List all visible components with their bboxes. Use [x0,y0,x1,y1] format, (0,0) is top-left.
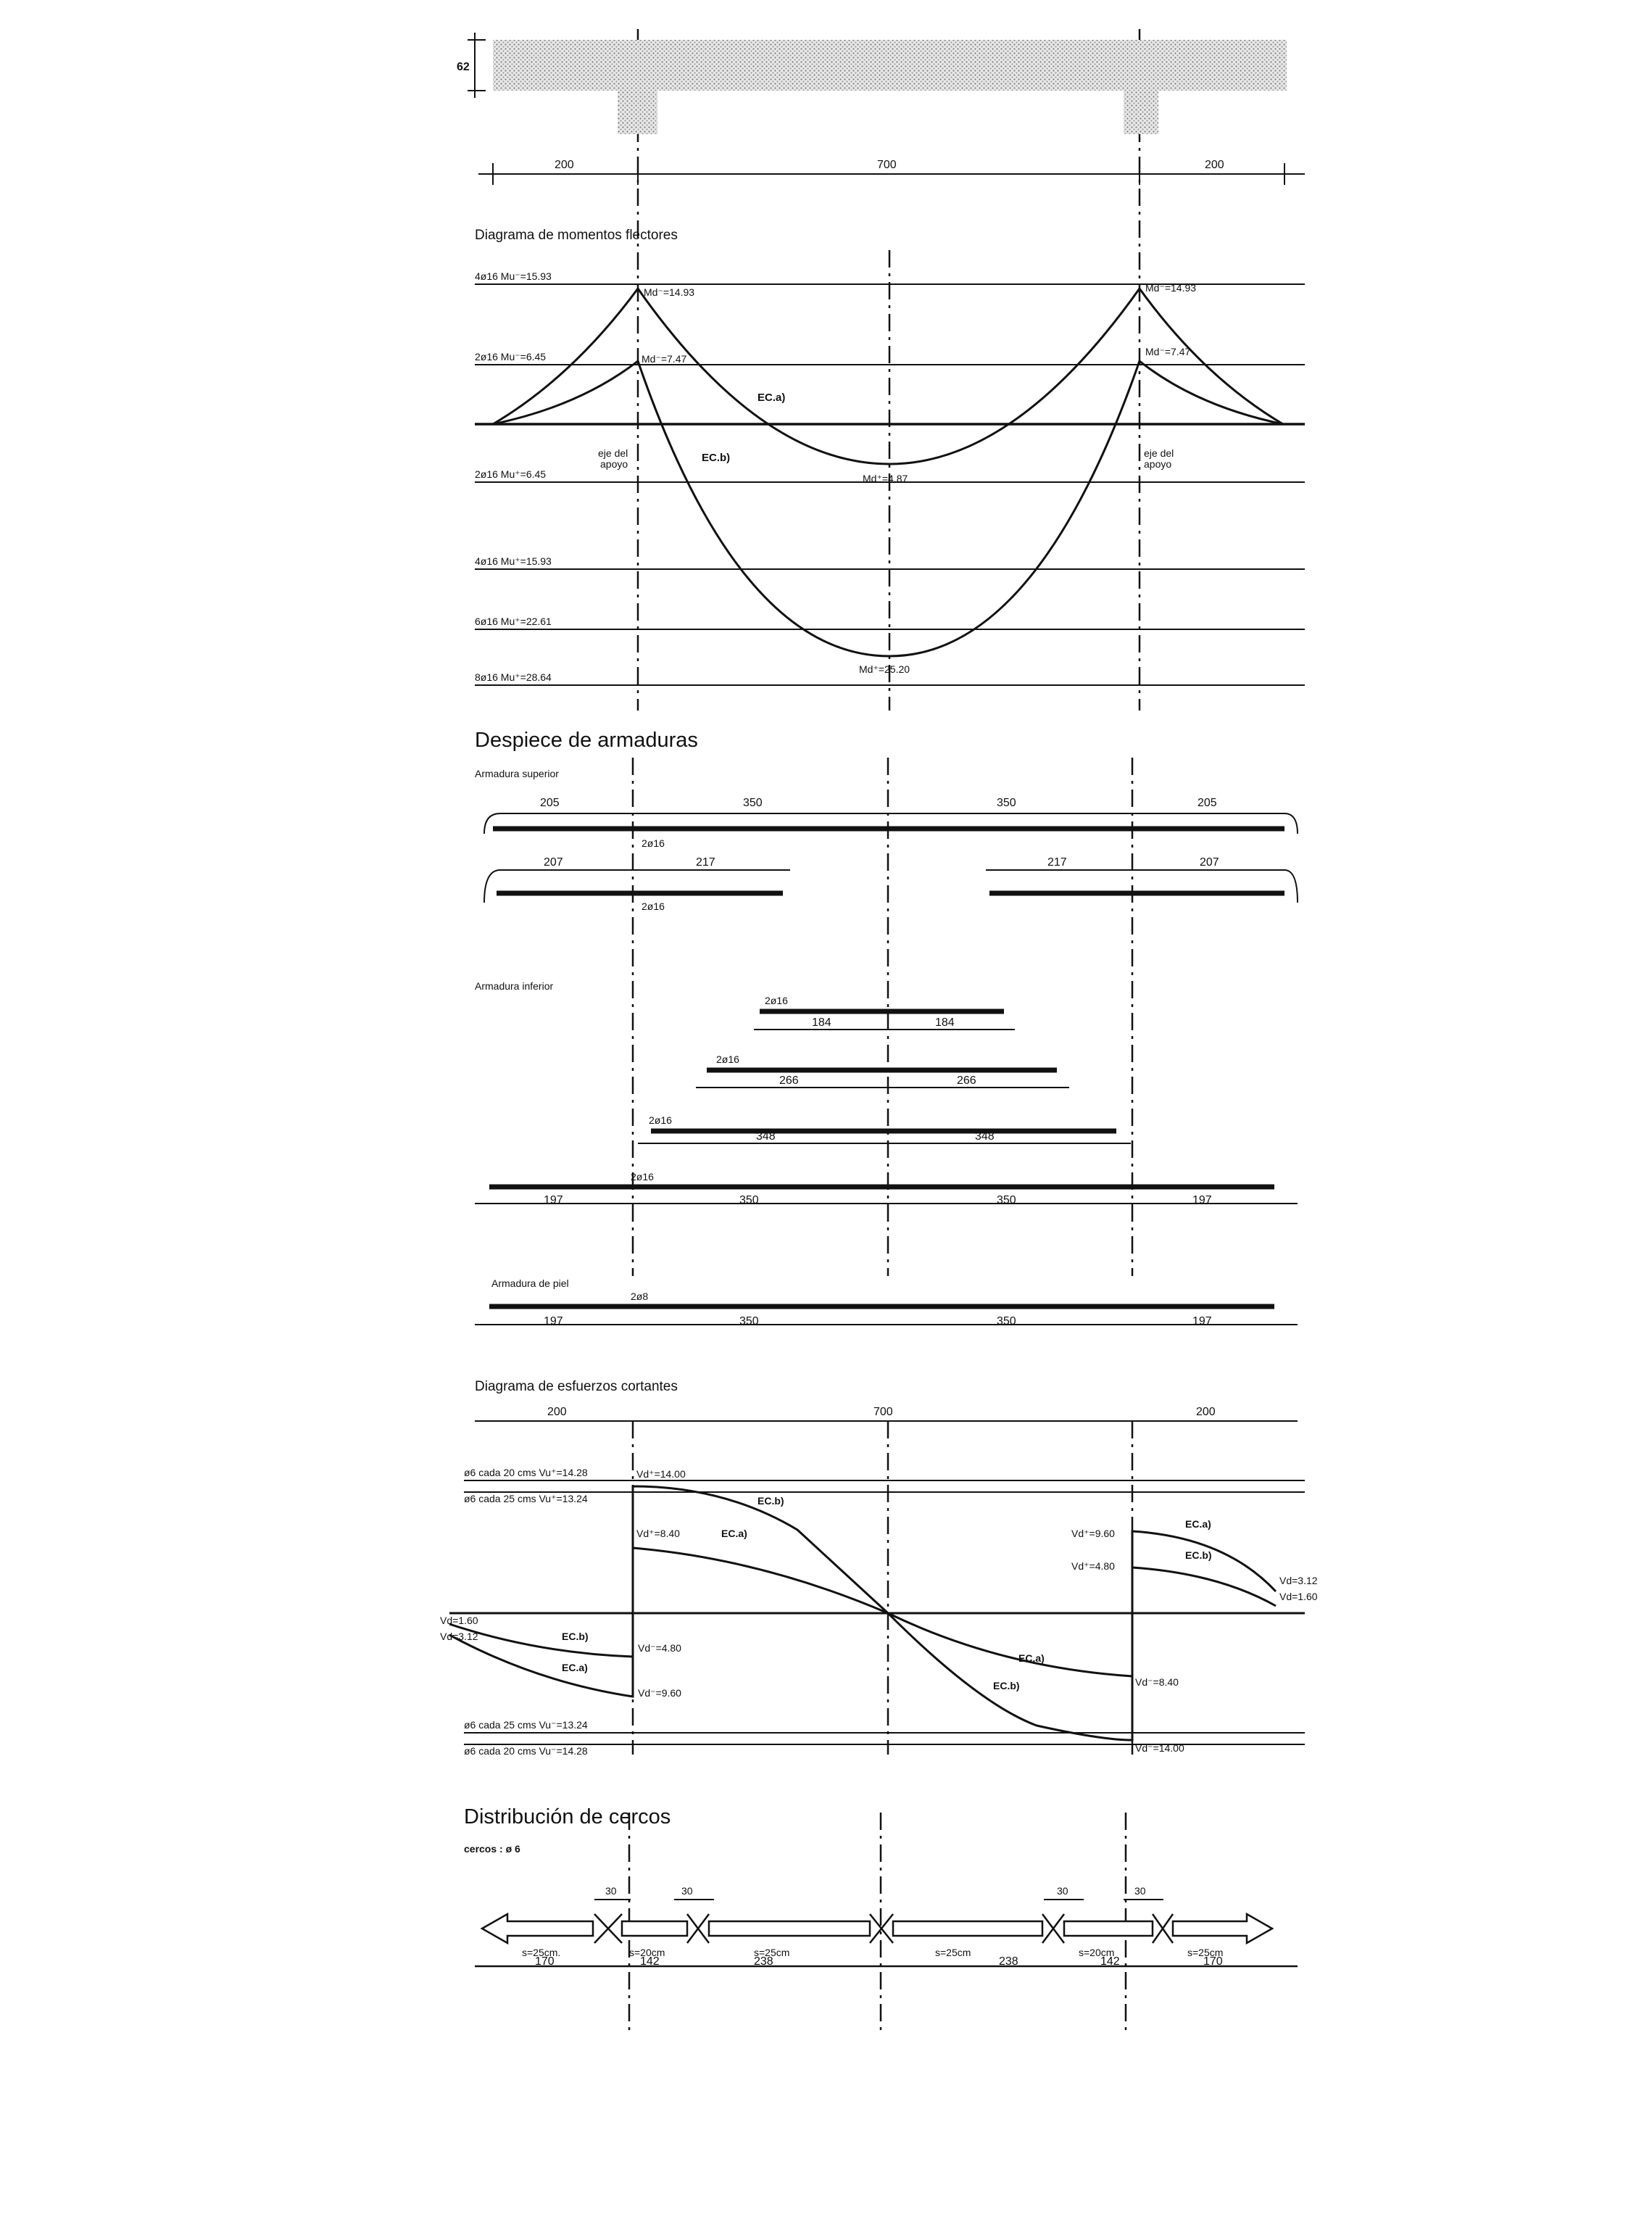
top2-dim-left-1: 207 [544,856,563,869]
shear-v-960-left: Vd⁻=9.60 [638,1687,681,1699]
shear-limit-top-1: ø6 cada 20 cms Vu⁺=14.28 [464,1467,588,1478]
length-6: 170 [1203,1955,1223,1968]
spacing-4: s=25cm [935,1947,971,1958]
shear-v-960-right: Vd⁺=9.60 [1071,1528,1115,1539]
b1-dim-1: 184 [812,1016,831,1029]
shear-v-1400-right: Vd⁻=14.00 [1135,1742,1184,1754]
shear-ecb-label-end: EC.b) [1185,1549,1212,1561]
b4-bar-label: 2ø16 [631,1171,654,1183]
length-3: 238 [754,1955,773,1968]
skin-label: Armadura de piel [491,1277,569,1289]
overlap-3: 30 [1057,1885,1068,1897]
span-center-label: 700 [877,159,897,171]
rebar-bottom-label: Armadura inferior [475,980,554,992]
b4-dim-4: 197 [1192,1194,1212,1206]
axis-label-left-1: eje del [598,447,628,459]
b2-dim-2: 266 [957,1074,976,1087]
support-column-right [1124,91,1158,134]
shear-v-840-left: Vd⁺=8.40 [636,1528,680,1539]
top1-dim-1: 205 [540,797,560,809]
shear-v-312-left: Vd=3.12 [440,1631,478,1642]
shear-title: Diagrama de esfuerzos cortantes [475,1379,678,1394]
moment-level-1: 4ø16 Mu⁻=15.93 [475,270,552,282]
moment-support-right-b: Md⁻=7.47 [1145,346,1191,357]
moment-curve-ecb [493,361,1283,656]
shear-v-840-right: Vd⁻=8.40 [1135,1676,1179,1688]
skin-bar-label: 2ø8 [631,1291,649,1302]
length-4: 238 [999,1955,1018,1968]
shear-v-480-right: Vd⁺=4.80 [1071,1560,1115,1572]
overlap-2: 30 [681,1885,693,1897]
b3-bar-label: 2ø16 [649,1114,672,1126]
moment-support-left-b: Md⁻=7.47 [642,353,687,365]
b1-dim-2: 184 [935,1016,955,1029]
spacing-2: s=20cm [629,1947,665,1958]
shear-eca-label-end: EC.a) [1185,1518,1211,1530]
moment-support-left-a: Md⁻=14.93 [644,286,695,298]
moment-curve-a-label: EC.a) [757,392,786,404]
moment-mid-a: Md⁺=4.87 [863,473,908,484]
moment-level-3: 2ø16 Mu⁺=6.45 [475,468,547,480]
moment-diagram-title: Diagrama de momentos flectores [475,228,678,243]
shear-v-480-left: Vd⁻=4.80 [638,1642,681,1654]
moment-level-5: 6ø16 Mu⁺=22.61 [475,616,552,627]
span-left-label: 200 [555,159,574,171]
moment-level-4: 4ø16 Mu⁺=15.93 [475,555,552,567]
shear-v-top-left: Vd⁺=14.00 [636,1468,686,1480]
shear-ecb-label-left: EC.b) [562,1631,589,1642]
stirrups-subtitle: cercos : ø 6 [464,1843,520,1855]
shear-span-left: 200 [547,1406,567,1418]
moment-mid-b: Md⁺=25.20 [859,663,910,675]
shear-v-160-right: Vd=1.60 [1279,1591,1318,1602]
skin-dim-3: 350 [997,1315,1016,1328]
moment-level-2: 2ø16 Mu⁻=6.45 [475,351,547,363]
top2-dim-right-1: 217 [1047,856,1067,869]
top1-dim-4: 205 [1198,797,1217,809]
spacing-3: s=25cm [754,1947,790,1958]
length-5: 142 [1100,1955,1120,1968]
shear-eca-label-mid: EC.a) [721,1528,747,1539]
b1-bar-label: 2ø16 [765,995,788,1006]
skin-dim-1: 197 [544,1315,563,1328]
shear-v-160-left: Vd=1.60 [440,1615,478,1626]
b3-dim-1: 348 [756,1130,776,1143]
b4-dim-2: 350 [739,1194,759,1206]
length-2: 142 [640,1955,660,1968]
moment-support-right-a: Md⁻=14.93 [1145,282,1197,294]
axis-label-right-1: eje del [1144,447,1174,459]
b2-bar-label: 2ø16 [716,1053,739,1065]
skin-dim-2: 350 [739,1315,759,1328]
shear-limit-bottom-1: ø6 cada 25 cms Vu⁻=13.24 [464,1719,588,1731]
b2-dim-1: 266 [779,1074,799,1087]
shear-eca-label-left: EC.a) [562,1662,588,1673]
axis-label-right-2: apoyo [1144,458,1172,470]
rebar-title: Despiece de armaduras [475,729,698,752]
shear-ecb-label-right: EC.b) [993,1680,1020,1691]
top1-dim-3: 350 [997,797,1016,809]
moment-curve-eca [493,289,1283,464]
spacing-1: s=25cm. [522,1947,561,1958]
top2-dim-left-2: 217 [696,856,715,869]
shear-limit-top-2: ø6 cada 25 cms Vu⁺=13.24 [464,1493,588,1504]
beam-elevation [457,33,1305,185]
b4-dim-3: 350 [997,1194,1016,1206]
top2-bar-label: 2ø16 [642,900,665,912]
beam-body [493,40,1287,91]
moment-curve-b-label: EC.b) [702,452,731,464]
shear-ecb-label-mid: EC.b) [757,1495,784,1507]
shear-v-312-right: Vd=3.12 [1279,1575,1318,1586]
b3-dim-2: 348 [975,1130,995,1143]
stirrups-title: Distribución de cercos [464,1805,671,1828]
spacing-5: s=20cm [1079,1947,1115,1958]
shear-diagram [440,1379,1318,1757]
top1-dim-2: 350 [743,797,763,809]
shear-limit-bottom-2: ø6 cada 20 cms Vu⁻=14.28 [464,1745,588,1757]
skin-dim-4: 197 [1192,1315,1212,1328]
top1-bar-label: 2ø16 [642,837,665,849]
top2-dim-right-2: 207 [1200,856,1219,869]
span-right-label: 200 [1205,159,1224,171]
b4-dim-1: 197 [544,1194,563,1206]
length-1: 170 [535,1955,555,1968]
shear-eca-label-right: EC.a) [1018,1652,1045,1664]
spacing-6: s=25cm [1187,1947,1224,1958]
moment-level-6: 8ø16 Mu⁺=28.64 [475,671,552,683]
shear-span-center: 700 [873,1406,893,1418]
support-column-left [618,91,657,134]
beam-depth-label: 62 [457,61,470,73]
overlap-4: 30 [1134,1885,1146,1897]
axis-label-left-2: apoyo [600,458,628,470]
rebar-top-label: Armadura superior [475,768,559,779]
overlap-1: 30 [605,1885,617,1897]
shear-span-right: 200 [1196,1406,1216,1418]
